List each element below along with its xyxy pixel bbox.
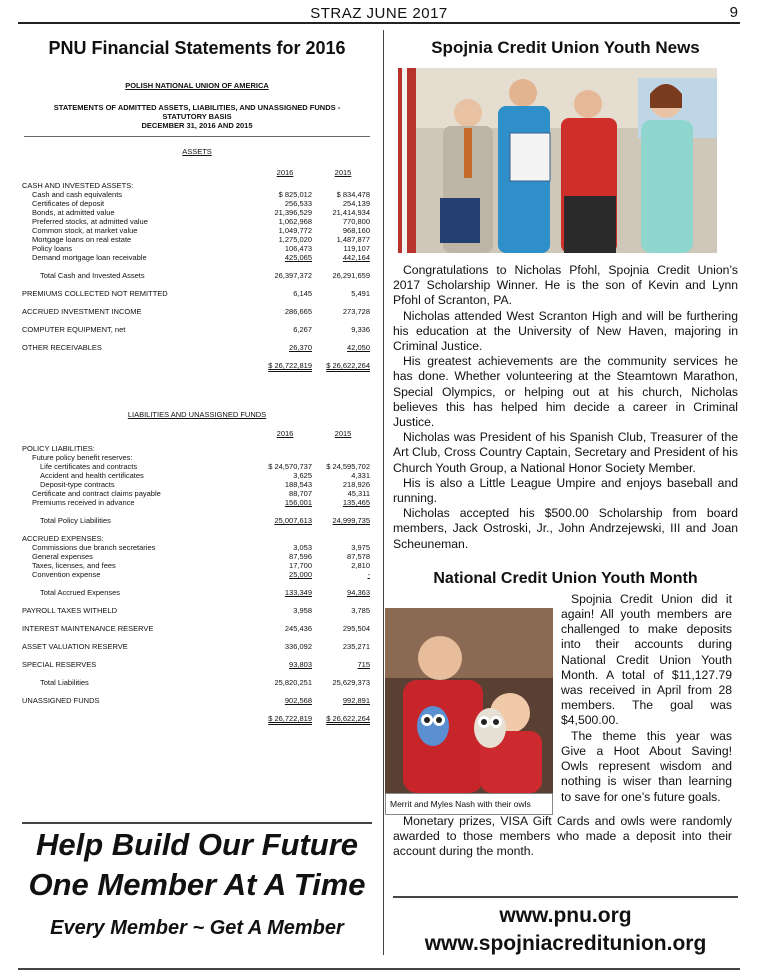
statement-spacer-row (22, 714, 372, 723)
statement-row (22, 307, 372, 316)
article-paragraph: Nicholas attended West Scranton High and will be furthering his education at the University of New Haven, majoring in Criminal Justice. (393, 308, 738, 354)
statement-row (22, 642, 372, 651)
value-2016: 286,665 (284, 307, 312, 316)
statement-row (22, 235, 372, 244)
value-2015: 119,107 (343, 244, 370, 253)
value-2015: - (367, 570, 370, 579)
value-2015: 45,311 (347, 489, 370, 498)
value-2015 (314, 633, 372, 642)
row-label (22, 298, 256, 307)
statement-spacer-row (22, 669, 372, 678)
value-2015: 992,891 (342, 696, 370, 705)
row-label (22, 633, 256, 642)
statement-spacer-row (22, 705, 372, 714)
value-2015: 5,491 (351, 289, 370, 298)
value-2016: 902,568 (284, 696, 312, 705)
value-2015: $ 834,478 (336, 190, 370, 199)
youth-month-text-full (393, 814, 732, 860)
row-label (22, 352, 256, 361)
value-2016 (256, 280, 314, 289)
value-2016: 3,625 (293, 471, 312, 480)
row-label: COMPUTER EQUIPMENT, net (22, 325, 126, 334)
article-paragraph: Nicholas accepted his $500.00 Scholarship from board members, Jack Ostroski, Jr., John Andrzejewski, III and Joan Scheuneman. (393, 506, 738, 551)
row-label: Total Policy Liabilities (40, 516, 111, 525)
value-2016 (256, 453, 314, 462)
statement-subtitle (22, 103, 372, 130)
value-2016 (256, 352, 314, 361)
org-name: POLISH NATIONAL UNION OF AMERICA (125, 81, 269, 90)
value-2016 (256, 334, 314, 343)
row-label: Taxes, licenses, and fees (32, 561, 116, 570)
promo-divider (22, 822, 372, 824)
value-2016: 93,803 (289, 660, 312, 669)
value-2016 (256, 262, 314, 271)
row-label: CASH AND INVESTED ASSETS: (22, 181, 134, 190)
row-label (22, 669, 256, 678)
row-label: Accident and health certificates (40, 471, 144, 480)
value-2016: 1,062,968 (278, 217, 312, 226)
value-2016 (256, 181, 314, 190)
page-number: 9 (729, 4, 738, 21)
value-2015 (314, 615, 372, 624)
value-2015 (314, 298, 372, 307)
value-2015 (314, 525, 372, 534)
row-label (22, 262, 256, 271)
youth-month-text (561, 592, 732, 805)
value-2015: 87,578 (347, 552, 370, 561)
newsletter-title: STRAZ JUNE 2017 (310, 5, 448, 22)
value-2015: $ 26,622,264 (326, 361, 370, 370)
row-label: Convention expense (32, 570, 101, 579)
row-label (22, 334, 256, 343)
statement-row (22, 660, 372, 669)
value-2015: 218,926 (342, 480, 370, 489)
value-2015 (314, 687, 372, 696)
row-label: Total Liabilities (40, 678, 89, 687)
row-label: Premiums received in advance (32, 498, 135, 507)
value-2015 (314, 534, 372, 543)
row-label: ACCRUED EXPENSES: (22, 534, 104, 543)
statement-row (22, 696, 372, 705)
value-2015: 235,271 (342, 642, 370, 651)
row-label: ASSET VALUATION RESERVE (22, 642, 128, 651)
statement-row (22, 543, 372, 552)
youth-month-paragraph: The theme this year was Give a Hoot About Saving! Owls represent wisdom and nothing is wiser than learning to save for one’s future goals. (561, 728, 732, 804)
value-2016: 26,370 (289, 343, 312, 352)
row-label: UNASSIGNED FUNDS (22, 696, 100, 705)
value-2016: 425,065 (284, 253, 312, 262)
row-label (22, 651, 256, 660)
value-2015: 968,160 (342, 226, 370, 235)
value-2015: 1,487,877 (336, 235, 370, 244)
statement-row (22, 678, 372, 687)
statement-row (22, 199, 372, 208)
value-2015 (314, 444, 372, 453)
value-2016: 25,007,613 (274, 516, 312, 525)
value-2016: 25,000 (289, 570, 312, 579)
subtitle-line-1: STATEMENTS OF ADMITTED ASSETS, LIABILITIES, AND UNASSIGNED FUNDS - (53, 103, 341, 112)
statement-row (22, 453, 372, 462)
photo-caption: Merrit and Myles Nash with their owls (385, 793, 553, 815)
statement-row (22, 552, 372, 561)
value-2015 (314, 651, 372, 660)
statement-spacer-row (22, 361, 372, 370)
value-2015: 442,164 (342, 253, 370, 262)
links-divider (393, 896, 738, 898)
row-label: Policy loans (32, 244, 73, 253)
page-header (18, 4, 740, 24)
value-2015: 254,139 (342, 199, 370, 208)
assets-year-header (22, 168, 372, 177)
value-2015: 3,785 (351, 606, 370, 615)
row-label (22, 507, 256, 516)
value-2016 (256, 507, 314, 516)
row-label (22, 687, 256, 696)
statement-row (22, 343, 372, 352)
row-label: Cash and cash equivalents (32, 190, 123, 199)
statement-row (22, 253, 372, 262)
statement-row (22, 534, 372, 543)
value-2015: 715 (357, 660, 370, 669)
article-paragraph: Congratulations to Nicholas Pfohl, Spojnia Credit Union’s 2017 Scholarship Winner. He is the son of Kevin and Lynn Pfohl of Scranton, PA. (393, 263, 738, 308)
value-2016: 256,533 (284, 199, 312, 208)
value-2016 (256, 705, 314, 714)
statement-row (22, 462, 372, 471)
website-links (393, 902, 738, 958)
row-label (22, 705, 256, 714)
scholarship-photo (398, 68, 717, 253)
row-label: Total Cash and Invested Assets (40, 271, 145, 280)
value-2016: $ 26,722,819 (268, 361, 312, 370)
value-2015 (314, 453, 372, 462)
statement-row (22, 624, 372, 633)
value-2015 (314, 705, 372, 714)
liabilities-table (22, 444, 372, 723)
row-label: Deposit-type contracts (40, 480, 115, 489)
youth-news-title: Spojnia Credit Union Youth News (431, 38, 700, 57)
statement-row (22, 606, 372, 615)
youth-month-paragraph: Spojnia Credit Union did it again! All youth members are challenged to make deposits into their accounts during National Credit Union Youth Month. A total of $11,127.79 was received in April from 28 members. The goal was $4,500.00. (561, 591, 732, 728)
row-label (22, 316, 256, 325)
statement-spacer-row (22, 507, 372, 516)
statement-spacer-row (22, 633, 372, 642)
statement-spacer-row (22, 280, 372, 289)
value-2016: 25,820,251 (274, 678, 312, 687)
value-2015 (314, 352, 372, 361)
page-bottom-rule (18, 968, 740, 970)
statement-row (22, 489, 372, 498)
statement-row (22, 244, 372, 253)
value-2015: 135,465 (342, 498, 370, 507)
assets-heading: ASSETS (182, 147, 212, 156)
value-2016: 245,436 (284, 624, 312, 633)
value-2015: 42,050 (347, 343, 370, 352)
subtitle-line-3: DECEMBER 31, 2016 AND 2015 (141, 121, 253, 130)
owls-photo-image (385, 608, 553, 793)
youth-month-article (390, 591, 738, 872)
value-2016 (256, 525, 314, 534)
liabilities-heading: LIABILITIES AND UNASSIGNED FUNDS (127, 410, 267, 419)
liabilities-year-header (22, 429, 372, 438)
value-2016 (256, 687, 314, 696)
scholarship-photo-image (398, 68, 717, 253)
value-2015: 21,414,934 (332, 208, 370, 217)
value-2016: 3,053 (293, 543, 312, 552)
year-2015: 2015 (334, 168, 352, 177)
value-2016: 87,596 (289, 552, 312, 561)
value-2015 (314, 316, 372, 325)
row-label: Life certificates and contracts (40, 462, 138, 471)
value-2016 (256, 615, 314, 624)
value-2016 (256, 669, 314, 678)
financial-statement (22, 30, 372, 723)
value-2015 (314, 507, 372, 516)
value-2015: $ 24,595,702 (326, 462, 370, 471)
year-2016: 2016 (276, 429, 294, 438)
statement-row (22, 208, 372, 217)
row-label: Certificate and contract claims payable (32, 489, 161, 498)
value-2016: 6,145 (293, 289, 312, 298)
statement-row (22, 226, 372, 235)
statement-row (22, 471, 372, 480)
value-2015: 4,331 (351, 471, 370, 480)
value-2015 (314, 334, 372, 343)
value-2015: 24,999,735 (332, 516, 370, 525)
statement-spacer-row (22, 334, 372, 343)
year-2015: 2015 (334, 429, 352, 438)
row-label: OTHER RECEIVABLES (22, 343, 102, 352)
statement-row (22, 444, 372, 453)
spojnia-link[interactable]: www.spojniacreditunion.org (424, 932, 707, 955)
statement-spacer-row (22, 687, 372, 696)
row-label: PAYROLL TAXES WITHELD (22, 606, 118, 615)
statement-row (22, 190, 372, 199)
row-label: SPECIAL RESERVES (22, 660, 97, 669)
row-label (22, 579, 256, 588)
column-divider (383, 30, 384, 955)
year-2016: 2016 (276, 168, 294, 177)
value-2016 (256, 633, 314, 642)
row-label (22, 597, 256, 606)
statement-spacer-row (22, 615, 372, 624)
statement-spacer-row (22, 262, 372, 271)
statement-row (22, 561, 372, 570)
value-2016 (256, 316, 314, 325)
article-paragraph: His is also a Little League Umpire and enjoys baseball and running. (393, 475, 738, 506)
value-2016: 156,001 (284, 498, 312, 507)
value-2016: 6,267 (293, 325, 312, 334)
value-2016: 188,543 (284, 480, 312, 489)
value-2015 (314, 262, 372, 271)
statement-spacer-row (22, 525, 372, 534)
value-2015 (314, 280, 372, 289)
row-label (22, 361, 256, 370)
statement-row (22, 325, 372, 334)
value-2016: 17,700 (289, 561, 312, 570)
scholarship-article (393, 263, 738, 552)
promo-block (22, 825, 372, 940)
article-paragraph: Nicholas was President of his Spanish Club, Treasurer of the Art Club, Cross Country Captain, Secretary and President of his Church Youth Group, a National Honor Society Member. (393, 430, 738, 475)
row-label: Demand mortgage loan receivable (32, 253, 147, 262)
assets-table (22, 181, 372, 370)
value-2015: 273,728 (342, 307, 370, 316)
value-2016 (256, 298, 314, 307)
row-label: Future policy benefit reserves: (32, 453, 133, 462)
value-2016: 3,958 (293, 606, 312, 615)
promo-line-1: Help Build Our Future (35, 827, 359, 862)
value-2016: $ 26,722,819 (268, 714, 312, 723)
statement-row (22, 516, 372, 525)
statement-row (22, 289, 372, 298)
row-label: PREMIUMS COLLECTED NOT REMITTED (22, 289, 168, 298)
statement-spacer-row (22, 298, 372, 307)
row-label (22, 525, 256, 534)
subtitle-line-2: STATUTORY BASIS (162, 112, 232, 121)
statement-row (22, 217, 372, 226)
value-2015 (314, 669, 372, 678)
row-label: ACCRUED INVESTMENT INCOME (22, 307, 142, 316)
row-label: Bonds, at admitted value (32, 208, 115, 217)
row-label: Common stock, at market value (32, 226, 138, 235)
value-2016: 88,707 (289, 489, 312, 498)
youth-month-paragraph: Monetary prizes, VISA Gift Cards and owls were randomly awarded to those members who made a deposit into their account during the month. (393, 813, 732, 859)
owls-photo (385, 608, 553, 793)
value-2015 (314, 579, 372, 588)
statement-row (22, 181, 372, 190)
row-label: POLICY LIABILITIES: (22, 444, 95, 453)
row-label: INTEREST MAINTENANCE RESERVE (22, 624, 154, 633)
value-2016: 21,396,529 (274, 208, 312, 217)
row-label: Commissions due branch secretaries (32, 543, 156, 552)
value-2016: 133,349 (284, 588, 312, 597)
value-2016 (256, 534, 314, 543)
promo-line-3: Every Member ~ Get A Member (50, 917, 344, 939)
youth-month-title: National Credit Union Youth Month (433, 569, 698, 587)
value-2016 (256, 444, 314, 453)
row-label: Mortgage loans on real estate (32, 235, 132, 244)
pnu-link[interactable]: www.pnu.org (499, 904, 632, 927)
value-2016: $ 825,012 (278, 190, 312, 199)
value-2015: 26,291,659 (332, 271, 370, 280)
value-2015: $ 26,622,264 (326, 714, 370, 723)
value-2015: 770,800 (342, 217, 370, 226)
statement-divider (24, 136, 370, 137)
value-2016: $ 24,570,737 (268, 462, 312, 471)
row-label (22, 714, 256, 723)
value-2016: 1,049,772 (278, 226, 312, 235)
value-2015: 2,810 (351, 561, 370, 570)
statement-spacer-row (22, 651, 372, 660)
right-column (390, 30, 738, 872)
value-2015 (314, 597, 372, 606)
statement-spacer-row (22, 316, 372, 325)
statement-row (22, 588, 372, 597)
statement-row (22, 480, 372, 489)
value-2015 (314, 181, 372, 190)
value-2015: 94,363 (347, 588, 370, 597)
value-2015: 25,629,373 (332, 678, 370, 687)
value-2016 (256, 597, 314, 606)
value-2016 (256, 651, 314, 660)
row-label (22, 615, 256, 624)
value-2015: 3,975 (351, 543, 370, 552)
statement-spacer-row (22, 352, 372, 361)
row-label: Total Accrued Expenses (40, 588, 121, 597)
financial-title: PNU Financial Statements for 2016 (48, 38, 346, 58)
row-label: Certificates of deposit (32, 199, 105, 208)
value-2016: 106,473 (284, 244, 312, 253)
value-2016 (256, 579, 314, 588)
row-label (22, 280, 256, 289)
statement-row (22, 271, 372, 280)
article-paragraph: His greatest achievements are the community services he has done. Whether volunteering at the Steamtown Marathon, Special Olympics, or helping out at his church, Nicholas believes this has helped him decide a career in Criminal Justice. (393, 354, 738, 430)
value-2015: 9,336 (351, 325, 370, 334)
value-2016: 1,275,020 (278, 235, 312, 244)
statement-row (22, 498, 372, 507)
promo-line-2: One Member At A Time (28, 867, 366, 902)
row-label: Preferred stocks, at admitted value (32, 217, 148, 226)
row-label: General expenses (32, 552, 93, 561)
value-2015: 295,504 (342, 624, 370, 633)
statement-row (22, 570, 372, 579)
value-2016: 336,092 (284, 642, 312, 651)
statement-spacer-row (22, 579, 372, 588)
statement-spacer-row (22, 597, 372, 606)
value-2016: 26,397,372 (274, 271, 312, 280)
